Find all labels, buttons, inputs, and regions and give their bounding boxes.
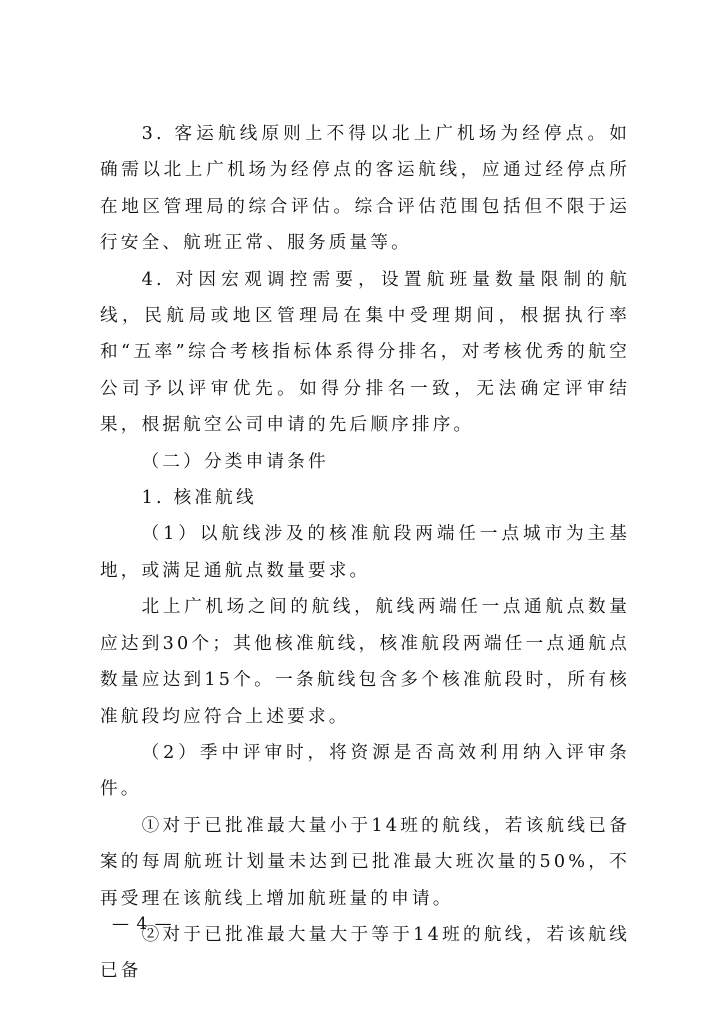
document-body	[100, 116, 630, 990]
section-heading: （二）分类申请条件	[141, 451, 329, 472]
rule-2-paragraph: ②对于已批准最大量大于等于14班的航线，若该航线已备	[100, 924, 630, 982]
rule-1-paragraph: ①对于已批准最大量小于14班的航线，若该航线已备案的每周航班计划量未达到已批准最大班次量的50%，不再受理在该航线上增加航班量的申请。	[100, 815, 630, 909]
paragraph-item-4: 4. 对因宏观调控需要，设置航班量数量限制的航线，民航局或地区管理局在集中受理期间，根据执行率和“五率”综合考核指标体系得分排名，对考核优秀的航空公司予以评审优先。如得分排名一致，无法确定评审结果，根据航空公司申请的先后顺序排序。	[100, 269, 630, 436]
condition-2-paragraph: （2）季中评审时，将资源是否高效利用纳入评审条件。	[100, 742, 630, 800]
page-number: — 4 —	[112, 914, 173, 934]
navigation-points-paragraph: 北上广机场之间的航线，航线两端任一点通航点数量应达到30个；其他核准航线，核准航段两端任一点通航点数量应达到15个。一条航线包含多个核准航段时，所有核准航段均应符合上述要求。	[100, 597, 630, 727]
condition-1-paragraph: （1）以航线涉及的核准航段两端任一点城市为主基地，或满足通航点数量要求。	[100, 524, 630, 581]
paragraph-item-3: 3. 客运航线原则上不得以北上广机场为经停点。如确需以北上广机场为经停点的客运航线，应通过经停点所在地区管理局的综合评估。综合评估范围包括但不限于运行安全、航班正常、服务质量等。	[100, 124, 630, 254]
subsection-heading: 1. 核准航线	[141, 488, 257, 509]
